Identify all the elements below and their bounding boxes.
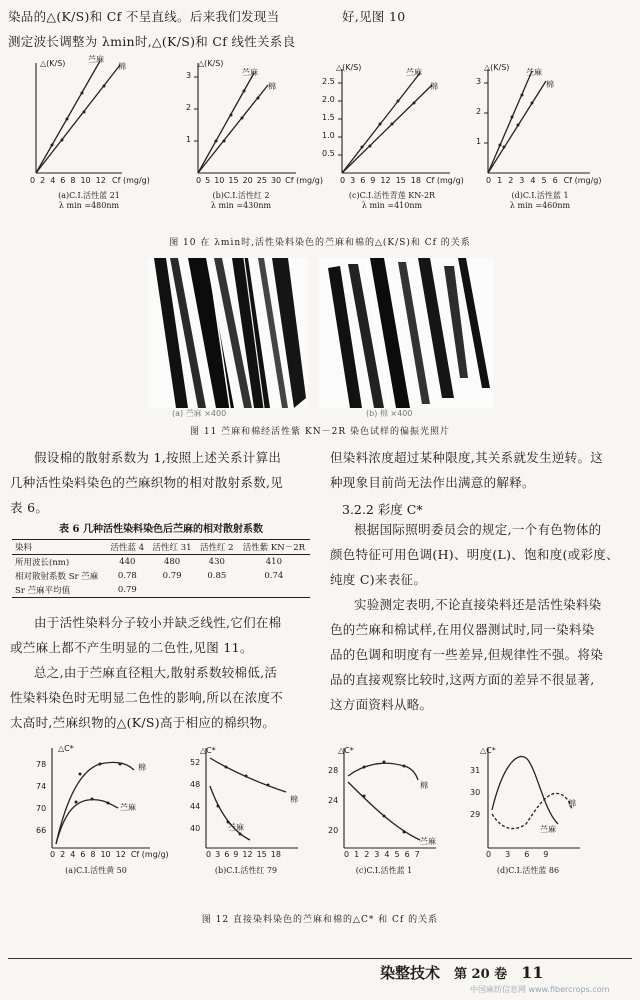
tick-label: 2 <box>364 850 370 859</box>
tick-label: 6 <box>524 850 530 859</box>
tick-label: 10 <box>100 850 111 859</box>
table-6-grid <box>12 539 310 598</box>
table-cell: 0.74 <box>264 571 284 581</box>
figure-10-d-title <box>470 191 610 211</box>
figure-10-c-xticks <box>340 176 464 185</box>
tick-label: 12 <box>242 850 253 859</box>
text-line: 实验测定表明,不论直接染料还是活性染料染 <box>354 597 602 612</box>
volume-label: 第 20 卷 <box>454 967 508 982</box>
watermark: 中国麻纺信息网 www.fibercrops.com <box>470 985 610 994</box>
figure-10-a-xunit: Cf (mg/g) <box>112 176 150 185</box>
text-line: 太高时,苎麻织物的△(K/S)高于相应的棉织物。 <box>10 715 276 730</box>
text-line: 性染料染色时无明显二色性的影响,所以在浓度不 <box>10 690 284 705</box>
x-unit: Cf (mg/g) <box>285 176 323 185</box>
table-cell: 440 <box>119 557 136 567</box>
figure-12-d-yticks <box>470 766 484 856</box>
figure-12-c-series-cotton: 棉 <box>420 781 428 790</box>
tick-label: 9 <box>543 850 549 859</box>
tick-label: 12 <box>115 850 126 859</box>
text-line: 由于活性染料分子较小并缺乏线性,它们在棉 <box>34 615 282 630</box>
tick-label: 5 <box>394 850 400 859</box>
figure-11-sublabel-a: (a) 苎麻 ×400 <box>172 409 227 418</box>
tick-label: 48 <box>190 780 201 789</box>
tick-label: 0 <box>50 850 56 859</box>
left-paragraph-2 <box>10 610 320 660</box>
tick-label: 30 <box>270 176 282 185</box>
figure-12-b-xticks <box>206 850 281 859</box>
figure-12-c-title: (c)C.I.活性蓝 1 <box>355 866 413 875</box>
tick-label: 6 <box>552 176 558 185</box>
tick-label: 18 <box>270 850 281 859</box>
tick-label: 6 <box>360 176 366 185</box>
tick-label: 18 <box>410 176 421 185</box>
text-line: 或苎麻上都不产生明显的二色性,见图 11。 <box>10 640 253 655</box>
figure-12-b-title: (b)C.I.活性红 79 <box>214 866 278 875</box>
figure-10-caption: 图 10 在 λmin时,活性染料染色的苎麻和棉的△(K/S)和 Cf 的关系 <box>169 238 471 248</box>
text-line: 色的苎麻和棉试样,在用仪器测试时,同一染料染 <box>330 622 595 637</box>
figure-10-b-yticks <box>186 71 196 171</box>
tick-label: 7 <box>414 850 420 859</box>
table-header-cell: 活性蓝 4 <box>110 543 145 553</box>
figure-12-b-series-cotton: 棉 <box>290 795 298 804</box>
text-line: 品的色调和明度有一些差异,但规律性不强。将染 <box>330 647 604 662</box>
tick-label: 0 <box>196 176 202 185</box>
figure-10-c-yticks <box>322 77 338 177</box>
tick-label: 15 <box>228 176 239 185</box>
figure-10-b-ylabel: △(K/S) <box>198 59 224 68</box>
x-unit: Cf (mg/g) <box>425 176 464 185</box>
figure-12-d-title: (d)C.I.活性蓝 86 <box>496 866 560 875</box>
tick-label: 52 <box>190 758 201 767</box>
figure-12-panel-b <box>186 740 306 860</box>
tick-label: 0 <box>344 850 350 859</box>
table-cell: 所用波长(nm) <box>15 558 70 568</box>
figure-10-panel-c <box>322 55 462 190</box>
text-line: 这方面资料从略。 <box>330 697 433 712</box>
tick-label: 78 <box>36 760 47 769</box>
figure-10-a-series-ramie: 苎麻 <box>88 55 104 64</box>
tick-label: 15 <box>395 176 406 185</box>
text-line: 但染料浓度超过某种限度,其关系就发生逆转。这 <box>330 450 604 465</box>
figure-12-a-title: (a)C.I.活性黄 50 <box>65 866 127 875</box>
panel-lambda: λ min =480nm <box>58 201 120 210</box>
table-cell: 0.85 <box>207 571 227 581</box>
tick-label: 20 <box>242 176 253 185</box>
figure-12-c-ylabel: △C* <box>338 746 354 755</box>
text-line: 测定波长调整为 λmin时,△(K/S)和 Cf 线性关系良 <box>8 34 296 49</box>
table-cell: 480 <box>163 557 181 567</box>
figure-12-d-ylabel: △C* <box>480 746 496 755</box>
figure-11-photo-a <box>148 258 308 408</box>
tick-label: 3 <box>215 850 221 859</box>
tick-label: 24 <box>328 796 339 805</box>
tick-label: 70 <box>36 804 47 813</box>
tick-label: 6 <box>60 176 66 185</box>
panel-title: (b)C.I.活性红 2 <box>212 191 270 200</box>
figure-12-a-yticks <box>36 760 50 850</box>
top-right-text: 好,见图 10 <box>342 9 406 24</box>
table-6 <box>12 520 310 598</box>
figure-11-caption: 图 11 苎麻和棉经活性紫 KN－2R 染色试样的偏振光照片 <box>190 427 450 437</box>
figure-10-panel-a <box>22 55 157 190</box>
tick-label: 1.0 <box>322 131 335 140</box>
figure-10-b-xticks <box>196 176 323 185</box>
tick-label: 1 <box>497 176 503 185</box>
tick-label: 44 <box>190 802 201 811</box>
table-cell <box>238 583 310 598</box>
tick-label: 40 <box>190 824 201 833</box>
table-header-row <box>12 540 310 555</box>
table-header-cell: 活性红 2 <box>199 543 234 553</box>
right-paragraph-2 <box>330 517 635 592</box>
tick-label: 20 <box>328 826 339 835</box>
tick-label: 30 <box>470 788 481 797</box>
figure-12-b-series-ramie: 苎麻 <box>228 823 244 832</box>
tick-label: 5 <box>541 176 547 185</box>
table-row <box>12 583 310 598</box>
tick-label: 28 <box>328 766 339 775</box>
tick-label: 2 <box>476 107 482 116</box>
table-header-cell: 染料 <box>15 543 33 553</box>
figure-12-c-yticks <box>328 766 342 856</box>
figure-12-b-yticks <box>190 758 204 848</box>
tick-label: 3 <box>505 850 511 859</box>
cotton-fibers-image <box>318 258 493 408</box>
figure-10-d-series-ramie: 苎麻 <box>526 68 542 77</box>
text-line: 表 6。 <box>10 500 49 515</box>
panel-lambda: λ min =410nm <box>361 201 423 210</box>
tick-label: 2 <box>186 103 192 112</box>
table-cell <box>148 583 196 598</box>
tick-label: 3 <box>374 850 380 859</box>
figure-12-b-ylabel: △C* <box>200 746 216 755</box>
figure-11-sublabel-b: (b) 棉 ×400 <box>366 409 413 418</box>
right-paragraph-3 <box>330 592 635 717</box>
figure-10-d-series-cotton: 棉 <box>546 80 554 89</box>
tick-label: 2.5 <box>322 77 335 86</box>
tick-label: 12 <box>95 176 106 185</box>
tick-label: 2 <box>508 176 514 185</box>
table-cell: 0.78 <box>117 571 137 581</box>
tick-label: 2 <box>40 176 46 185</box>
figure-12-a-series-ramie: 苎麻 <box>120 803 136 812</box>
figure-12-caption: 图 12 直接染料染色的苎麻和棉的△C* 和 Cf 的关系 <box>201 915 439 925</box>
left-paragraph-1 <box>10 445 320 520</box>
text-line: 假设棉的散射系数为 1,按照上述关系计算出 <box>34 450 282 465</box>
tick-label: 3 <box>476 77 482 86</box>
table-row <box>12 555 310 570</box>
table-cell: 410 <box>265 557 282 567</box>
tick-label: 4 <box>70 850 76 859</box>
figure-10-a-ylabel: △(K/S) <box>40 59 66 68</box>
figure-12-d-xticks <box>486 850 548 859</box>
text-line: 颜色特征可用色调(H)、明度(L)、饱和度(或彩度、 <box>330 547 619 562</box>
tick-label: 8 <box>90 850 96 859</box>
table-cell: 430 <box>208 557 225 567</box>
text-line: 染品的△(K/S)和 Cf 不呈直线。后来我们发现当 <box>8 9 280 24</box>
text-line: 品的直接观察比较时,这两方面的差异不很显著, <box>330 672 595 687</box>
figure-10-b-series-cotton: 棉 <box>268 82 276 91</box>
tick-label: 8 <box>70 176 76 185</box>
panel-lambda: λ min =460nm <box>509 201 571 210</box>
top-left-text <box>8 4 318 54</box>
tick-label: 3 <box>186 71 192 80</box>
text-line: 纯度 C)来表征。 <box>330 572 427 587</box>
text-line: 几种活性染料染色的苎麻织物的相对散射系数,见 <box>10 475 284 490</box>
tick-label: 4 <box>384 850 390 859</box>
tick-label: 10 <box>214 176 225 185</box>
tick-label: 9 <box>370 176 376 185</box>
panel-title: (d)C.I.活性蓝 1 <box>511 191 569 200</box>
figure-12-d-series-ramie: 苎麻 <box>540 825 556 834</box>
table-header-cell: 活性紫 KN－2R <box>242 543 306 553</box>
tick-label: 6 <box>80 850 86 859</box>
left-paragraph-3 <box>10 660 320 735</box>
figure-12-a-series-cotton: 棉 <box>138 763 146 772</box>
figure-10-c-ylabel: △(K/S) <box>336 63 362 72</box>
tick-label: 31 <box>470 766 481 775</box>
tick-label: 66 <box>36 826 47 835</box>
tick-label: 3 <box>519 176 525 185</box>
section-heading-3-2-2: 3.2.2 彩度 C* <box>342 502 423 517</box>
page-number: 11 <box>521 963 544 982</box>
figure-10-a-title <box>24 191 154 211</box>
table-6-title: 表 6 几种活性染料染色后苎麻的相对散射系数 <box>59 524 263 535</box>
tick-label: 1.5 <box>322 113 335 122</box>
figure-10-d-xticks <box>486 176 602 185</box>
footer-rule <box>8 958 632 959</box>
x-unit: Cf (mg/g) <box>563 176 602 185</box>
table-cell: 相对散射系数 Sr 苎麻 <box>15 572 99 582</box>
figure-12-a-xticks <box>50 850 169 859</box>
text-line: 种现象目前尚无法作出满意的解释。 <box>330 475 535 490</box>
tick-label: 0 <box>30 176 36 185</box>
tick-label: 9 <box>233 850 239 859</box>
ramie-fibers-image <box>148 258 308 408</box>
figure-10-c-series-cotton: 棉 <box>430 82 438 91</box>
figure-10-c-title <box>322 191 462 211</box>
tick-label: 10 <box>80 176 91 185</box>
figure-10-c-series-ramie: 苎麻 <box>406 68 422 77</box>
tick-label: 2.0 <box>322 95 335 104</box>
text-line: 根据国际照明委员会的规定,一个有色物体的 <box>354 522 602 537</box>
table-cell: 0.79 <box>162 571 182 581</box>
tick-label: 0 <box>486 176 492 185</box>
panel-title: (a)C.I.活性蓝 21 <box>58 191 120 200</box>
tick-label: 5 <box>205 176 211 185</box>
tick-label: 3 <box>350 176 356 185</box>
tick-label: 4 <box>530 176 536 185</box>
figure-12-c-series-ramie: 苎麻 <box>420 837 436 846</box>
figure-10 <box>0 55 640 255</box>
table-cell: Sr 苎麻平均值 <box>15 586 71 596</box>
tick-label: 12 <box>380 176 391 185</box>
tick-label: 2 <box>60 850 66 859</box>
panel-lambda: λ min =430nm <box>210 201 272 210</box>
tick-label: 0 <box>206 850 212 859</box>
panel-title: (c)C.I.活性青莲 KN-2R <box>348 191 436 200</box>
figure-12 <box>0 740 640 930</box>
x-unit: Cf (mg/g) <box>130 850 169 859</box>
tick-label: 1 <box>354 850 360 859</box>
figure-12-a-ylabel: △C* <box>58 744 74 753</box>
tick-label: 1 <box>186 135 192 144</box>
figure-11-photo-b <box>318 258 493 408</box>
tick-label: 74 <box>36 782 47 791</box>
figure-10-b-title <box>176 191 306 211</box>
table-cell: 0.79 <box>117 585 137 595</box>
table-cell <box>196 583 238 598</box>
tick-label: 0 <box>486 850 492 859</box>
tick-label: 0 <box>340 176 346 185</box>
right-paragraph-1 <box>330 445 635 495</box>
tick-label: 6 <box>224 850 230 859</box>
table-row <box>12 569 310 583</box>
figure-10-a-series-cotton: 棉 <box>118 62 126 71</box>
text-line: 总之,由于苎麻直径粗大,散射系数较棉低,活 <box>34 665 278 680</box>
tick-label: 1 <box>476 137 482 146</box>
tick-label: 25 <box>256 176 267 185</box>
figure-12-d-series-cotton: 棉 <box>568 799 576 808</box>
figure-10-b-series-ramie: 苎麻 <box>242 68 258 77</box>
tick-label: 0.5 <box>322 149 335 158</box>
tick-label: 4 <box>50 176 56 185</box>
figure-10-d-yticks <box>476 77 486 177</box>
tick-label: 29 <box>470 810 481 819</box>
table-header-cell: 活性红 31 <box>152 543 192 553</box>
tick-label: 15 <box>256 850 267 859</box>
journal-name: 染整技术 <box>380 964 441 982</box>
figure-12-c-xticks <box>344 850 420 859</box>
tick-label: 6 <box>404 850 410 859</box>
figure-10-d-ylabel: △(K/S) <box>484 63 510 72</box>
